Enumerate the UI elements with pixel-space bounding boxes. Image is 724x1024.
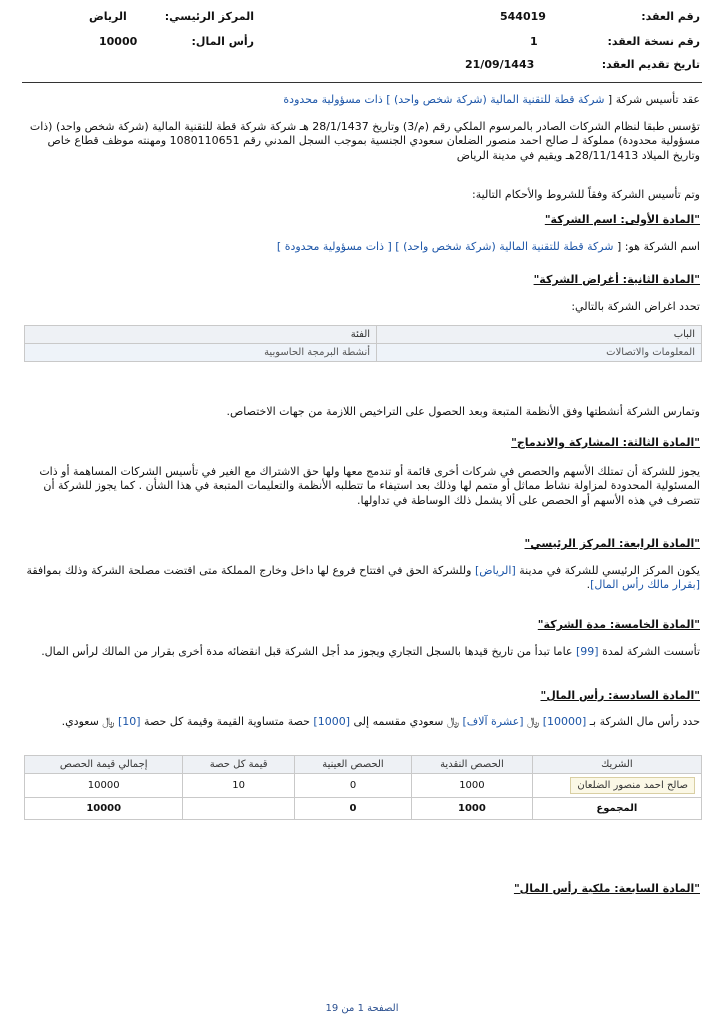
copy-number-value: 1 (530, 35, 538, 48)
contract-number-label: رقم العقد: (641, 10, 700, 23)
article-2-note: وتمارس الشركة أنشطتها وفق الأنظمة المتبعة وبعد الحصول على التراخيص اللازمة من جهات الاختصاص. (226, 405, 700, 418)
partner-name-cell (532, 774, 701, 798)
article-7-title: "المادة السابعة: ملكية رأس المال" (513, 882, 700, 895)
total-share-value (183, 798, 295, 820)
article-6-text-a: حدد رأس مال الشركة بـ (586, 715, 700, 728)
article-6-text-e: ﷼ سعودي. (61, 715, 118, 728)
article-4-text-a: يكون المركز الرئيسي للشركة في مدينة (515, 564, 700, 577)
capital-header-share-value: قيمة كل حصة (183, 756, 295, 774)
partner-in-kind: 0 (294, 774, 411, 798)
article-3-title: "المادة الثالثة: المشاركة والاندماج" (511, 436, 700, 449)
company-name-label: اسم الشركة هو: [ (617, 240, 700, 253)
submit-date-label: تاريخ تقديم العقد: (601, 58, 700, 71)
article-4-title: "المادة الرابعة: المركز الرئيسي" (524, 537, 700, 550)
hq-value: الرياض (89, 10, 127, 23)
article-5-text-a: تأسست الشركة لمدة (598, 645, 700, 658)
activities-table (24, 325, 702, 362)
capital-header-cash: الحصص النقدية (412, 756, 533, 774)
company-name-value: شركة قطة للتقنية المالية (شركة شخص واحد) ] [ ذات مسؤولية محدودة ] (276, 240, 617, 253)
terms-line: وتم تأسيس الشركة وفقاً للشروط والأحكام التالية: (472, 188, 700, 201)
table-row (25, 344, 702, 362)
total-cash: 1000 (412, 798, 533, 820)
branch-approval: [بقرار مالك رأس المال] (590, 578, 700, 592)
article-5-title: "المادة الخامسة: مدة الشركة" (537, 618, 700, 631)
copy-number-label: رقم نسخة العقد: (607, 35, 700, 48)
activity-category: أنشطة البرمجة الحاسوبية (25, 344, 377, 362)
capital-header-partner: الشريك (532, 756, 701, 774)
capital-amount: [10000] (542, 715, 587, 728)
contract-number-value: 544019 (500, 10, 546, 23)
capital-header-in-kind: الحصص العينية (294, 756, 411, 774)
partner-cash: 1000 (412, 774, 533, 798)
article-6-title: "المادة السادسة: رأس المال" (540, 689, 700, 702)
article-1-title: "المادة الأولى: اسم الشركة" (544, 213, 700, 226)
article-3-text: يجوز للشركة أن تمتلك الأسهم والحصص في شركات أخرى قائمة أو تندمج معها ولها حق الاشتراك مع الغير في تأسيس الشركات المساهمة أو ذات المسئولية المحدودة لمزاولة نشاط مماثل أو متمم لها وذلك بعد استيفاء ما تتطلبه الأنظمة والتعليمات المتبعة في هذا الشأن . كما يجوز للشركة أن تتصرف في هذه الأسهم أو الحصص على ألا يشمل ذلك الوساطة في تداولها. (39, 465, 700, 507)
capital-amount-words: [عشرة آلاف] (462, 715, 524, 728)
hq-label: المركز الرئيسي: (164, 10, 254, 23)
total-label: المجموع (532, 798, 701, 820)
capital-value: 10000 (99, 35, 138, 48)
activities-header-category: الفئة (25, 326, 377, 344)
article-6-text-d: حصة متساوية القيمة وقيمة كل حصة (140, 715, 314, 728)
capital-header-total: إجمالي قيمة الحصص (25, 756, 183, 774)
partner-share-value: 10 (183, 774, 295, 798)
capital-table (24, 755, 702, 820)
article-6-text (24, 715, 700, 729)
article-4-text-b: وللشركة الحق في افتتاح فروع لها داخل وخارج المملكة متى اقتضت مصلحة الشركة وذلك بموافقة (26, 564, 475, 577)
hq-city: [الرياض] (474, 564, 516, 577)
total-in-kind: 0 (294, 798, 411, 820)
article-1-text (24, 240, 700, 254)
article-5-text (24, 645, 700, 659)
contract-number-row (500, 10, 700, 26)
partner-name: صالح احمد منصور الضلعان (570, 777, 695, 794)
article-6-text-c: ﷼ سعودي مقسمه إلى (350, 715, 463, 728)
table-row (25, 774, 702, 798)
share-value: [10] (117, 715, 141, 728)
capital-row (99, 35, 254, 51)
article-4-text-c: . (586, 578, 591, 592)
company-name: شركة قطة للتقنية المالية (شركة شخص واحد) ] ذات مسؤولية محدودة (283, 93, 608, 106)
table-row (25, 798, 702, 820)
page-number: الصفحة 1 من 19 (325, 1003, 399, 1014)
establishment-prefix: عقد تأسيس شركة [ (607, 93, 700, 106)
activities-header-section: الباب (377, 326, 702, 344)
submit-date-value: 21/09/1443 (465, 58, 535, 71)
duration-years: [99] (576, 645, 599, 658)
article-5-text-b: عاما تبدأ من تاريخ قيدها بالسجل التجاري ويجوز مد أجل الشركة قبل انقضائه مدة أخرى بقرار من المالك لرأس المال. (41, 645, 576, 658)
article-2-intro: تحدد اغراض الشركة بالتالي: (571, 300, 700, 313)
establishment-line (24, 93, 700, 107)
hq-row (89, 10, 254, 26)
article-4-text (24, 564, 700, 593)
article-2-title: "المادة الثانية: أغراض الشركة" (533, 273, 700, 286)
header-divider (22, 82, 702, 83)
article-6-text-b: ﷼ (523, 715, 543, 728)
intro-paragraph: تؤسس طبقا لنظام الشركات الصادر بالمرسوم الملكي رقم (م/3) وتاريخ 28/1/1437 هـ شركة شركة قطة للتقنية المالية (شركة شخص واحد) (ذات مسؤولية محدودة) مملوكة لـ صالح احمد منصور الضلعان سعودي الجنسية بموجب السجل المدني رقم 1080110651 ومهنته موظف قطاع خاص وتاريخ الميلاد 28/11/1413هـ ويقيم في مدينة الرياض (29, 120, 700, 162)
copy-number-row (520, 35, 700, 51)
activity-section: المعلومات والاتصالات (377, 344, 702, 362)
share-count: [1000] (313, 715, 351, 728)
total-amount: 10000 (25, 798, 183, 820)
capital-label: رأس المال: (191, 35, 254, 48)
submit-date-row (465, 58, 700, 74)
partner-total: 10000 (25, 774, 183, 798)
